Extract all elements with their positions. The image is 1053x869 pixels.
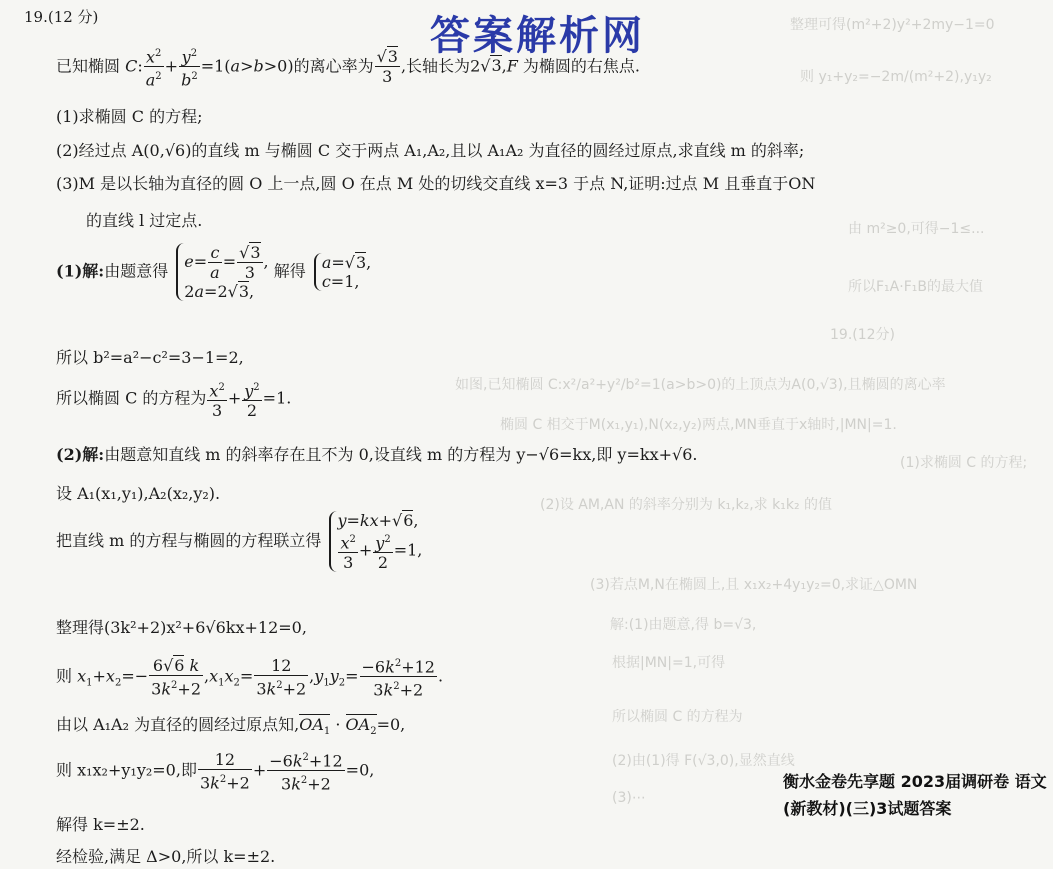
ghost-line: 椭圆 C 相交于M(x₁,y₁),N(x₂,y₂)两点,MN垂直于x轴时,|MN|=1. [500, 417, 897, 433]
solution-part2: (2)解:由题意知直线 m 的斜率存在且不为 0,设直线 m 的方程为 y−√6=kx,即 y=kx+√6. [56, 445, 698, 464]
ghost-line: 19.(12分) [830, 327, 896, 343]
ghost-line: (3)若点M,N在椭圆上,且 x₁x₂+4y₁y₂=0,求证△OMN [590, 577, 918, 593]
question-1: (1)求椭圆 C 的方程; [56, 107, 203, 126]
problem-statement: 已知椭圆 C: $\frac{x^2}{a^2}$ + $\frac{y^2}{b^2}$ =1(a>b>0)的离心率为 $\frac{√3}{3}$ ,长轴长为2√3,F 为椭圆的右焦点. [56, 44, 640, 90]
caption: 衡水金卷先享题 2023届调研卷 语文(新教材)(三)3试题答案 [783, 772, 1047, 818]
ghost-line: 整理可得(m²+2)y²+2my−1=0 [790, 17, 995, 33]
circle-condition-line: 由以 A₁A₂ 为直径的圆经过原点知$,OA_1 \cdot OA_2=0$, [56, 715, 406, 738]
simplify-line: 整理得(3k²+2)x²+6√6kx+12=0, [56, 618, 307, 637]
solution-part1: (1)解:由题意得 e= $\frac{c}{a}$ = $\frac{√3}{3}$ , 2a=2√3, 解得 a=√3, c=1, [56, 243, 372, 301]
watermark: 答案解析网 [430, 13, 645, 59]
question-3-cont: 的直线 l 过定点. [86, 211, 203, 230]
problem-header: 19.(12 分) [24, 8, 99, 26]
ghost-line: (3)⋯ [612, 790, 646, 806]
ghost-line: 则 y₁+y₂=−2m/(m²+2),y₁y₂ [800, 69, 992, 85]
b-squared-line: 所以 b²=a²−c²=3−1=2, [56, 348, 244, 367]
ghost-line: 所以椭圆 C 的方程为 [612, 709, 743, 725]
ghost-line: 解:(1)由题意,得 b=√3, [610, 617, 757, 633]
ghost-line: (1)求椭圆 C 的方程; [900, 455, 1028, 471]
question-2: (2)经过点 A(0,√6)的直线 m 与椭圆 C 交于两点 A₁,A₂,且以 A₁A₂ 为直径的圆经过原点,求直线 m 的斜率; [56, 141, 805, 160]
ghost-line: (2)设 AM,AN 的斜率分别为 k₁,k₂,求 k₁k₂ 的值 [540, 497, 833, 513]
system-brace: e= $\frac{c}{a}$ = $\frac{√3}{3}$ , 2a=2√3, [176, 243, 268, 301]
ghost-line: 由 m²≥0,可得−1≤... [848, 221, 985, 237]
question-3: (3)M 是以长轴为直径的圆 O 上一点,圆 O 在点 M 处的切线交直线 x=3 于点 N,证明:过点 M 且垂直于ON [56, 174, 816, 193]
solution-brace: a=√3, c=1, [314, 253, 371, 291]
ellipse-equation-line: 所以椭圆 C 的方程为 $\frac{x^2}{3}$ + $\frac{y^2}{2}$ =1. [56, 378, 291, 420]
set-points-line: 设 A₁(x₁,y₁),A₂(x₂,y₂). [56, 484, 221, 503]
vieta-line: 则 $x_1+x_2=-$ $\frac{6√6 k}{3k^2+2}$ $,x_1x_2=$ $\frac{12}{3k^2+2}$ $,y_1y_2=$ $\frac{-6k^2+12}{3k^2+2}$ . [56, 655, 444, 700]
k-result-line: 解得 k=±2. [56, 815, 145, 834]
combine-line: 把直线 m 的方程与椭圆的方程联立得 y=kx+√6, $\frac{x^2}{3}$ + $\frac{y^2}{2}$ =1, [56, 511, 423, 573]
check-line: 经检验,满足 Δ>0,所以 k=±2. [56, 847, 276, 866]
combined-system: y=kx+√6, $\frac{x^2}{3}$ + $\frac{y^2}{2}$ =1, [329, 511, 422, 572]
ghost-line: 所以F₁A·F₁B的最大值 [848, 279, 983, 295]
ghost-line: 如图,已知椭圆 C:x²/a²+y²/b²=1(a>b>0)的上顶点为A(0,√3),且椭圆的离心率 [455, 377, 946, 393]
equation-k-line: 则 x₁x₂+y₁y₂=0,即 $\frac{12}{3k^2+2}$ + $\frac{-6k^2+12}{3k^2+2}$ =0, [56, 749, 375, 794]
ghost-line: (2)由(1)得 F(√3,0),显然直线 [612, 753, 795, 769]
ghost-line: 根据|MN|=1,可得 [612, 655, 726, 671]
